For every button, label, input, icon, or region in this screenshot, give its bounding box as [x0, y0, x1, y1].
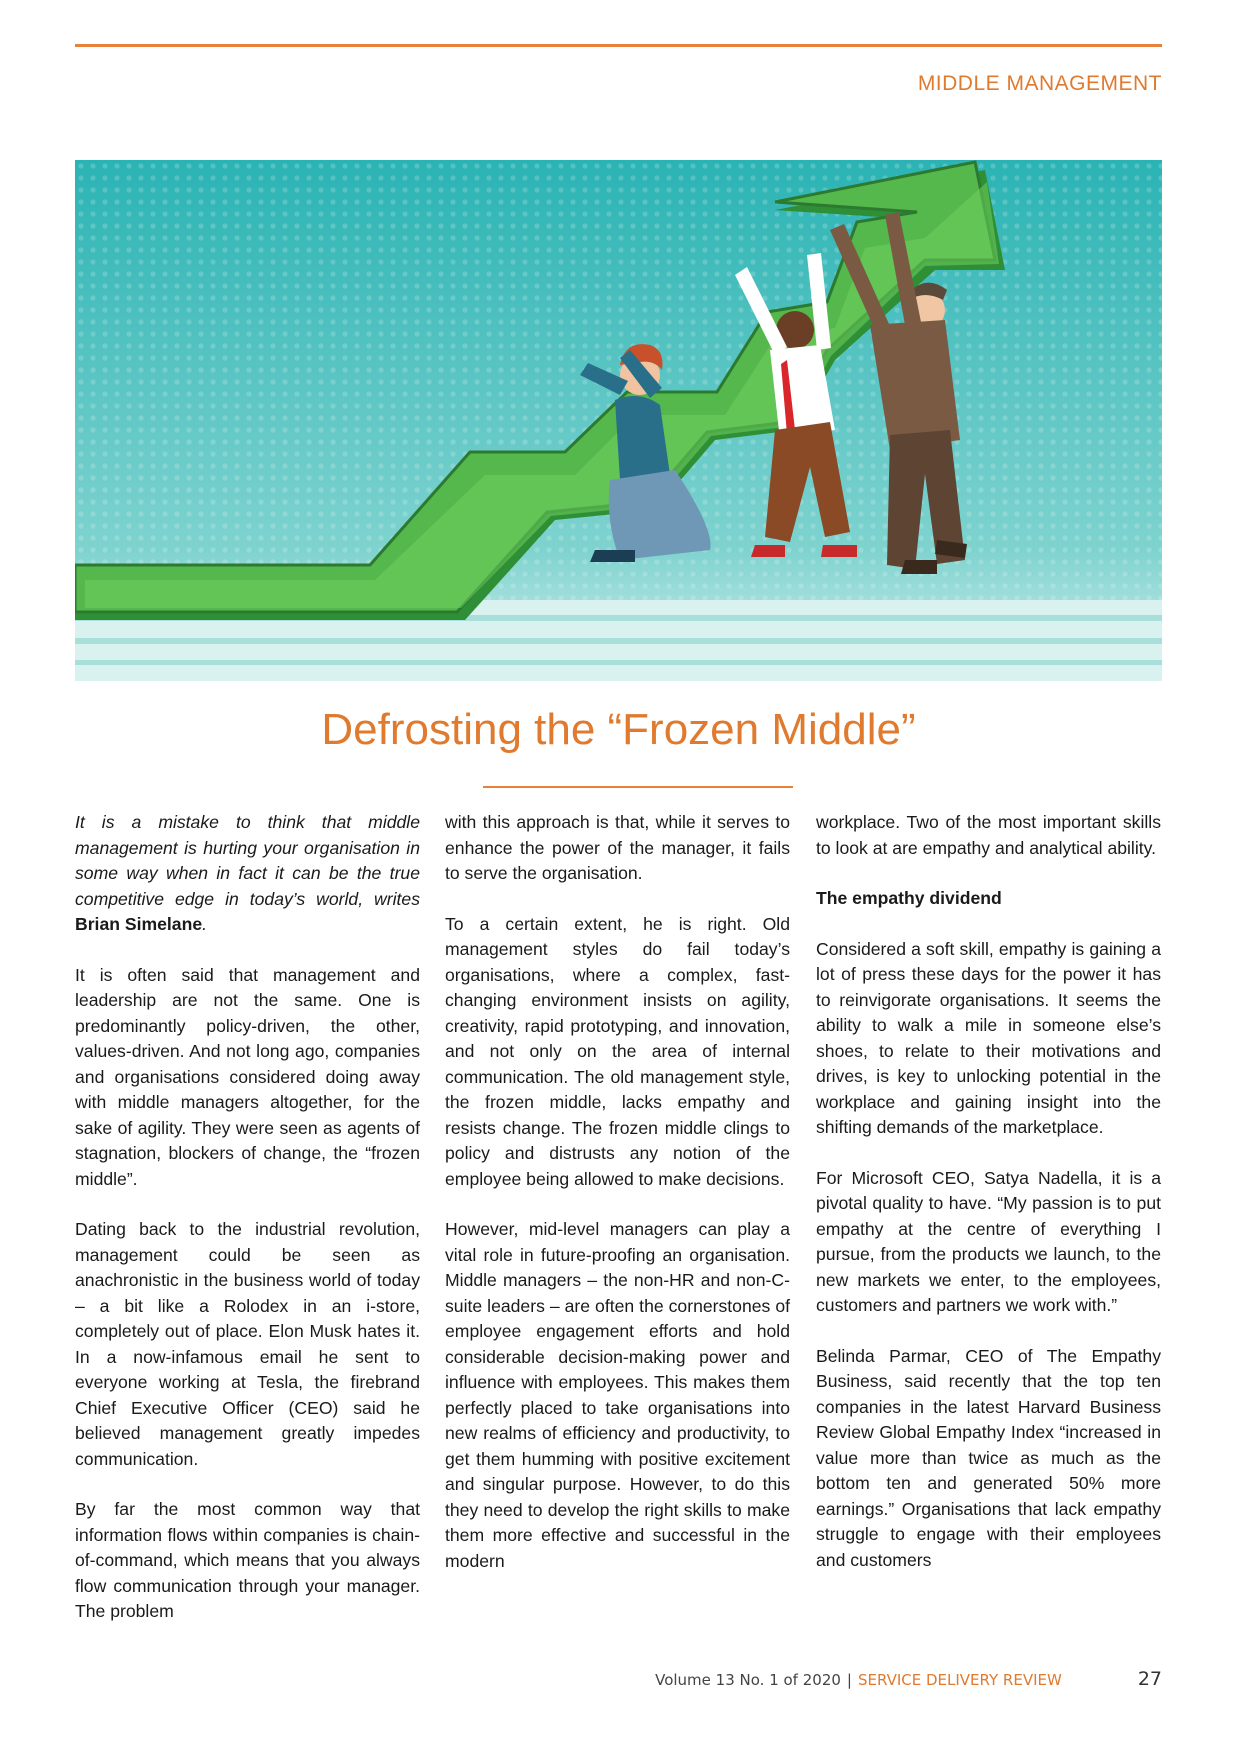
- paragraph: To a certain extent, he is right. Old management styles do fail today’s organisations, where a complex, fast-changing environment insists on agility, creativity, rapid prototyping, and innovation, and not only on the area of internal communication. The old management style, the frozen middle, lacks empathy and resists change. The frozen middle clings to policy and distrusts any notion of the employee being allowed to make decisions.: [445, 913, 790, 1189]
- standfirst: It is a mistake to think that middle management is hurting your organisation in some way when in fact it can be the true competitive edge in today’s world, writes Brian Simelane.: [75, 812, 420, 934]
- author-name: Brian Simelane: [75, 914, 203, 934]
- paragraph: with this approach is that, while it serves to enhance the power of the manager, it fails to serve the organisation.: [445, 812, 790, 883]
- page-number: 27: [1137, 1668, 1162, 1690]
- page-footer: [655, 1668, 1162, 1690]
- paragraph: It is often said that management and leadership are not the same. One is predominantly policy-driven, the other, values-driven. And not long ago, companies and organisations considered doing away with middle managers altogether, for the sake of agility. They were seen as agents of stagnation, blockers of change, the “frozen middle”.: [75, 964, 420, 1189]
- column-1: [75, 810, 420, 1650]
- top-rule: [75, 44, 1162, 47]
- column-3: [816, 810, 1161, 1598]
- hero-illustration: [75, 160, 1162, 681]
- footer-separator: |: [846, 1671, 852, 1689]
- paragraph: Dating back to the industrial revolution, management could be seen as anachronistic in the business world of today – a bit like a Rolodex in an i-store, completely out of place. Elon Musk hates it. In a now-infamous email he sent to everyone working at Tesla, the firebrand Chief Executive Officer (CEO) said he believed management greatly impedes communication.: [75, 1219, 420, 1469]
- column-2: [445, 810, 790, 1599]
- section-label: MIDDLE MANAGEMENT: [917, 72, 1162, 95]
- publication-name: SERVICE DELIVERY REVIEW: [857, 1671, 1062, 1689]
- paragraph: Considered a soft skill, empathy is gaining a lot of press these days for the power it has to reinvigorate organisations. It seems the ability to walk a mile in someone else’s shoes, to relate to their motivations and drives, is key to unlocking potential in the workplace and gaining insight into the shifting demands of the marketplace.: [816, 938, 1161, 1137]
- paragraph: Belinda Parmar, CEO of The Empathy Business, said recently that the top ten companies in the latest Harvard Business Review Global Empathy Index “increased in value more than twice as much as the bottom ten and generated 50% more earnings.” Organisations that lack empathy struggle to engage with their employees and customers: [816, 1345, 1161, 1570]
- standfirst-text: It is a mistake to think that middle management is hurting your organisation in some way when in fact it can be the true competitive edge in today’s world, writes: [75, 812, 420, 909]
- issue-info: Volume 13 No. 1 of 2020: [655, 1671, 841, 1689]
- paragraph: workplace. Two of the most important skills to look at are empathy and analytical ability.: [816, 812, 1161, 858]
- paragraph: By far the most common way that information flows within companies is chain-of-command, which means that you always flow communication through your manager. The problem: [75, 1499, 420, 1621]
- paragraph: However, mid-level managers can play a vital role in future-proofing an organisation. Middle managers – the non-HR and non-C-suite leaders – are often the cornerstones of employee engagement efforts and hold considerable decision-making power and influence with employees. This makes them perfectly placed to take organisations into new realms of efficiency and productivity, to get them humming with positive excitement and singular purpose. However, to do this they need to develop the right skills to make them more effective and successful in the modern: [445, 1219, 790, 1571]
- article-title: Defrosting the “Frozen Middle”: [321, 705, 916, 754]
- title-rule: [483, 786, 793, 788]
- subheading: The empathy dividend: [816, 888, 1002, 908]
- paragraph: For Microsoft CEO, Satya Nadella, it is a pivotal quality to have. “My passion is to put empathy at the centre of everything I pursue, from the products we launch, to the new markets we enter, to the employees, customers and partners we work with.”: [816, 1167, 1161, 1315]
